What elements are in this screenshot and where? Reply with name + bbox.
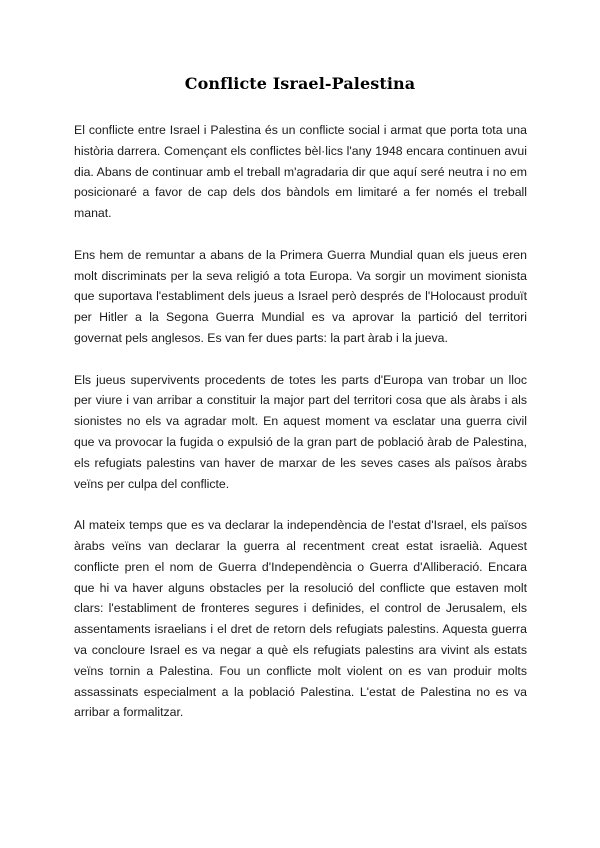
paragraph-4: Al mateix temps que es va declarar la independència de l'estat d'Israel, els països àrabs veïns van declarar la guerra al recentment creat estat israelià. Aquest conflicte pren el nom de Guerra d'Independència o Guerra d'Alliberació. Encara que hi va haver alguns obstacles per la resolució del conflicte que estaven molt clars: l'establiment de fronteres segures i definides, el control de Jerusalem, els assentaments israelians i el dret de retorn dels refugiats palestins. Aquesta guerra va concloure Israel es va negar a què els refugiats palestins ara vivint als estats veïns tornin a Palestina. Fou un conflicte molt violent on es van produir molts assassinats especialment a la població Palestina. L'estat de Palestina no es va arribar a formalitzar. <box>74 518 527 720</box>
paragraph-3: Els jueus supervivents procedents de totes les parts d'Europa van trobar un lloc per viure i van arribar a constituir la major part del territori cosa que als àrabs i als sionistes no els va agradar molt. En aquest moment va esclatar una guerra civil que va provocar la fugida o expulsió de la gran part de població àrab de Palestina, els refugiats palestins van haver de marxar de les seves cases als països àrabs veïns per culpa del conflicte. <box>74 372 527 491</box>
paragraph-2: Ens hem de remuntar a abans de la Primera Guerra Mundial quan els jueus eren molt discriminats per la seva religió a tota Europa. Va sorgir un moviment sionista que suportava l'establiment dels jueus a Israel però després de l'Holocaust produït per Hitler a la Segona Guerra Mundial es va aprovar la partició del territori governat pels anglesos. Es van fer dues parts: la part àrab i la jueva. <box>74 247 527 345</box>
paragraph-1: El conflicte entre Israel i Palestina és un conflicte social i armat que porta tota una història darrera. Començant els conflictes bèl·lics l'any 1948 encara continuen avui dia. Abans de continuar amb el treball m'agradaria dir que aquí seré neutra i no em posicionaré a favor de cap dels dos bàndols em limitaré a fer només el treball manat. <box>74 123 527 221</box>
document-body <box>74 120 527 744</box>
document-title: Conflicte Israel-Palestina <box>184 74 416 93</box>
